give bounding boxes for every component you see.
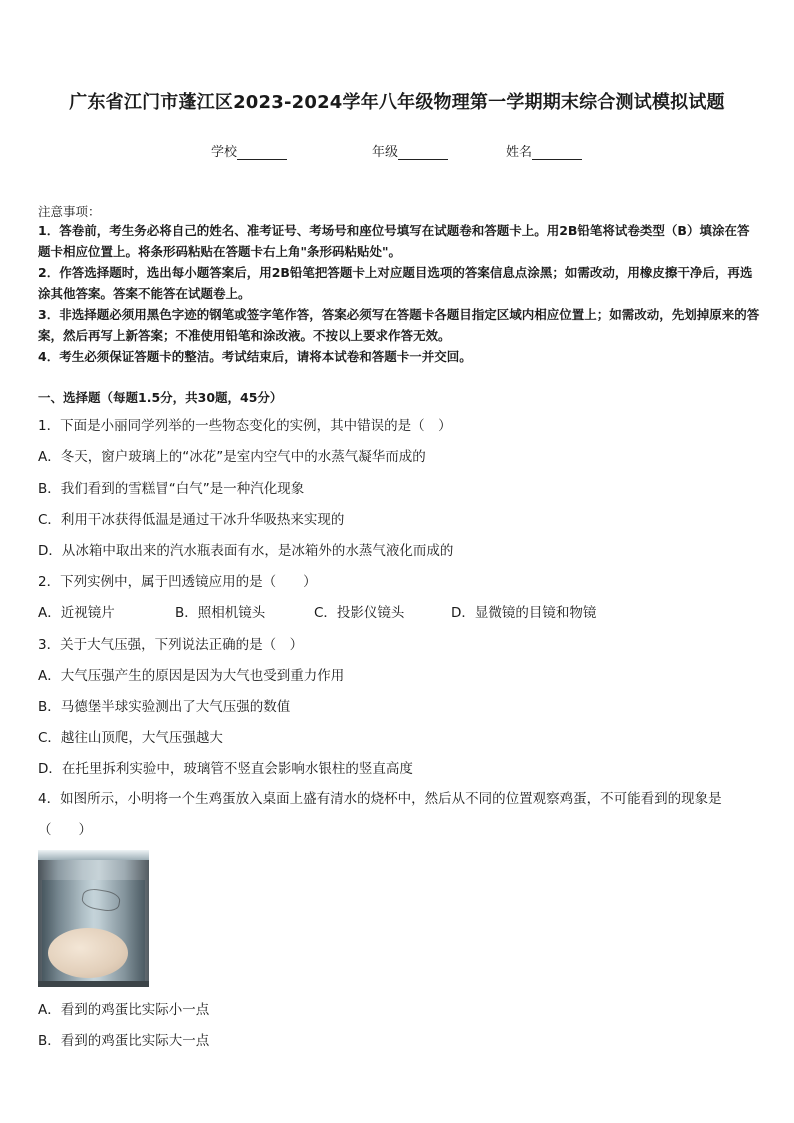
question-2-option-d: D．显微镜的目镜和物镜 [451,605,597,621]
name-field [506,141,582,160]
egg-in-beaker-image [38,850,149,987]
question-4-stem: 4．如图所示，小明将一个生鸡蛋放入桌面上盛有清水的烧杯中，然后从不同的位置观察鸡蛋，不可能看到的现象是（ ） [38,791,722,838]
school-field [211,141,287,160]
question-4-option-b: B．看到的鸡蛋比实际大一点 [38,1033,210,1049]
notice-item-1: 1．答卷前，考生务必将自己的姓名、准考证号、考场号和座位号填写在试题卷和答题卡上。用2B铅笔将试卷类型（B）填涂在答题卡相应位置上。将条形码粘贴在答题卡右上角"条形码粘贴处"。 [38,223,750,259]
school-label: 学校 [211,145,238,160]
question-3-stem: 3．关于大气压强，下列说法正确的是（ ） [38,637,304,653]
question-1-stem: 1．下面是小丽同学列举的一些物态变化的实例，其中错误的是（ ） [38,418,452,434]
notice-item-4: 4．考生必须保证答题卡的整洁。考试结束后，请将本试卷和答题卡一并交回。 [38,349,472,364]
notice-heading: 注意事项： [38,204,101,219]
question-2-option-c: C．投影仪镜头 [314,605,405,621]
student-info-row [0,141,794,159]
page-title: 广东省江门市蓬江区2023-2024学年八年级物理第一学期期末综合测试模拟试题 [69,92,725,113]
grade-blank [398,145,448,160]
grade-label: 年级 [372,145,399,160]
question-2-stem: 2．下列实例中，属于凹透镜应用的是（ ） [38,574,317,590]
question-1-option-d: D．从冰箱中取出来的汽水瓶表面有水，是冰箱外的水蒸气液化而成的 [38,543,454,559]
question-4-option-a: A．看到的鸡蛋比实际小一点 [38,1002,210,1018]
notice-item-3: 3．非选择题必须用黑色字迹的钢笔或签字笔作答，答案必须写在答题卡各题目指定区域内相应位置上；如需改动，先划掉原来的答案，然后再写上新答案；不准使用铅笔和涂改液。不按以上要求作答无效。 [38,307,760,343]
question-2-option-b: B．照相机镜头 [175,605,266,621]
question-1-option-a: A．冬天，窗户玻璃上的“冰花”是室内空气中的水蒸气凝华而成的 [38,449,426,465]
name-blank [532,145,582,160]
egg-shape [48,928,128,978]
question-3-option-a: A．大气压强产生的原因是因为大气也受到重力作用 [38,668,345,684]
question-1-option-b: B．我们看到的雪糕冒“白气”是一种汽化现象 [38,481,305,497]
question-3-option-d: D．在托里拆利实验中，玻璃管不竖直会影响水银柱的竖直高度 [38,761,413,777]
question-1-option-c: C．利用干冰获得低温是通过干冰升华吸热来实现的 [38,512,345,528]
section-heading: 一、选择题（每题1.5分，共30题，45分） [38,390,283,405]
notice-item-2: 2．作答选择题时，选出每小题答案后，用2B铅笔把答题卡上对应题目选项的答案信息点涂黑；如需改动，用橡皮擦干净后，再选涂其他答案。答案不能答在试题卷上。 [38,265,753,301]
question-2-option-a: A．近视镜片 [38,605,115,621]
name-label: 姓名 [506,145,533,160]
school-blank [237,145,287,160]
question-3-option-b: B．马德堡半球实验测出了大气压强的数值 [38,699,291,715]
grade-field [372,141,448,160]
question-3-option-c: C．越往山顶爬，大气压强越大 [38,730,223,746]
